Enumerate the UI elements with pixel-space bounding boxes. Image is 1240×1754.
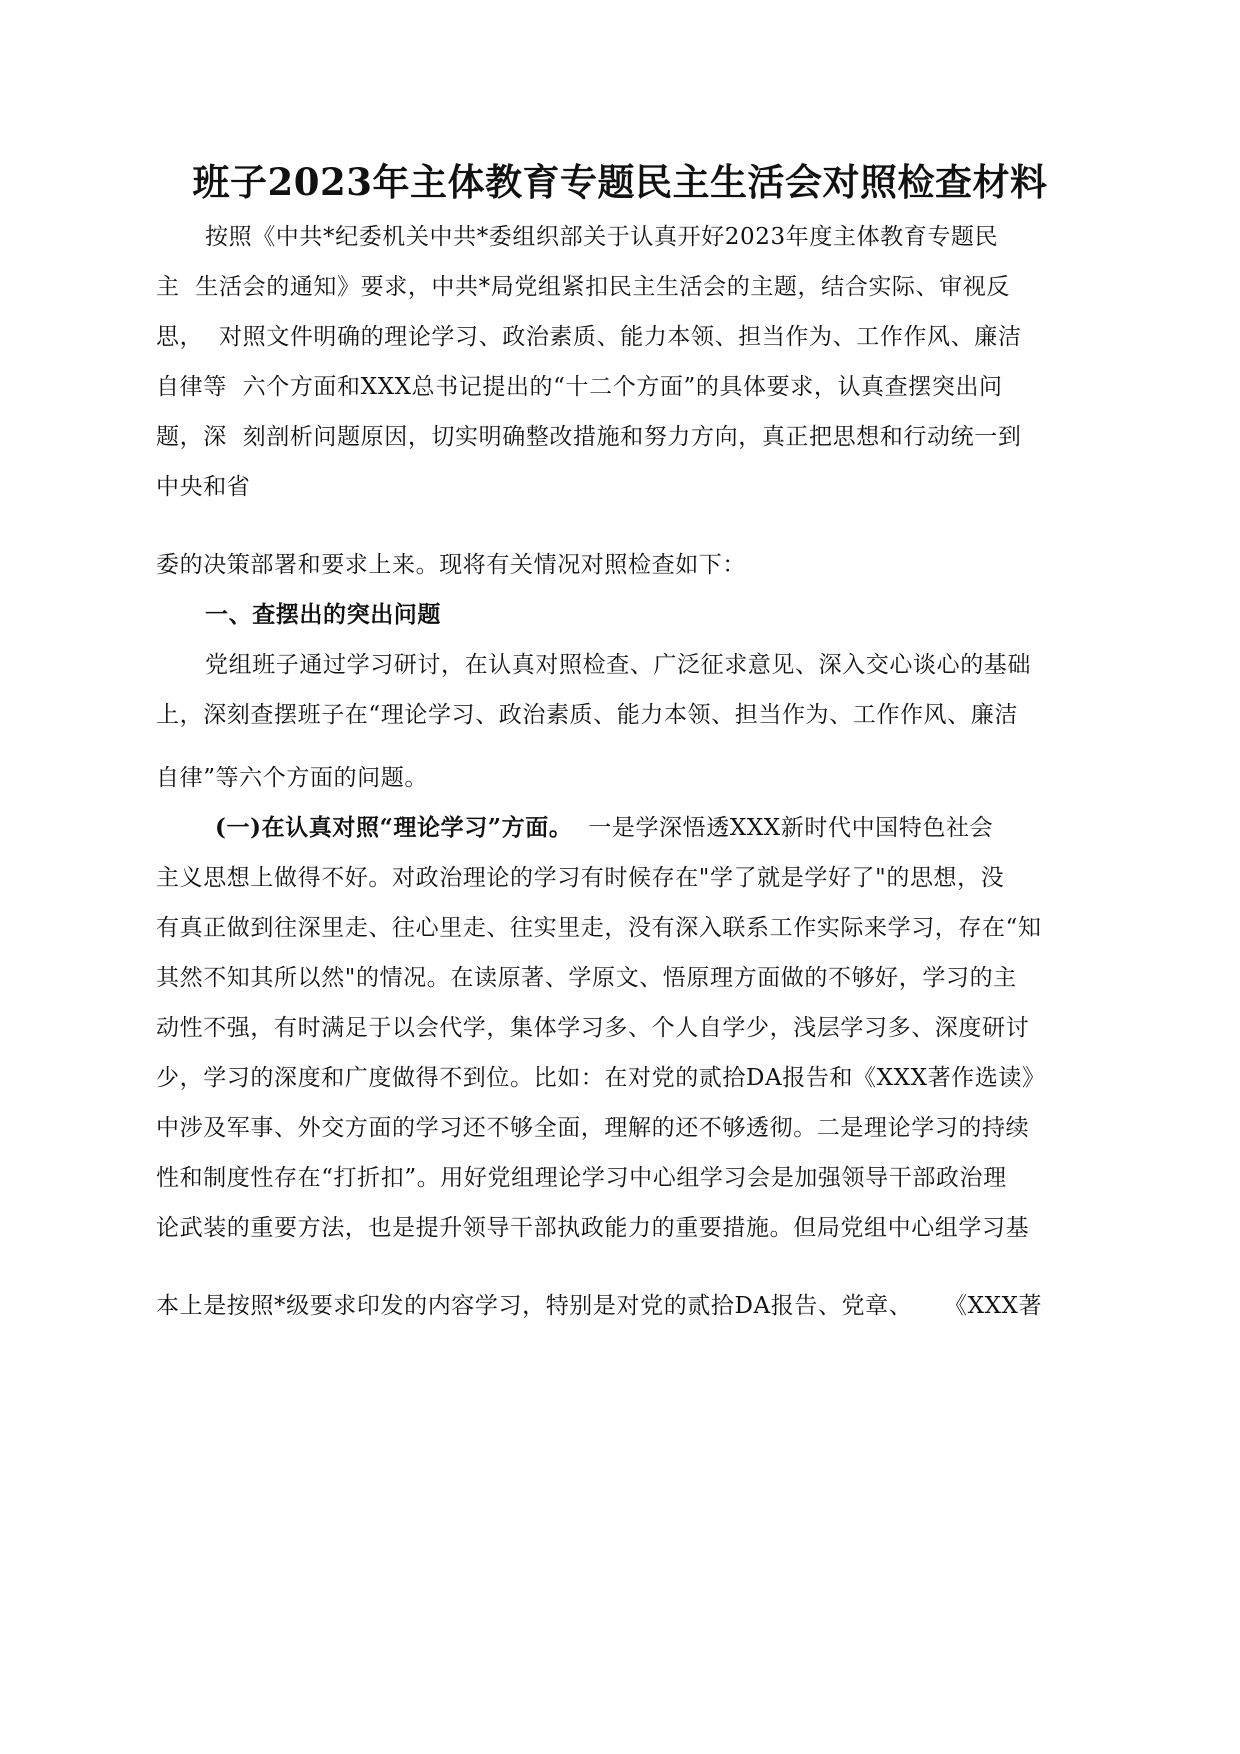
- subsection-line-9: 论武装的重要方法，也是提升领导干部执政能力的重要措施。但局党组中心组学习基: [156, 1215, 1030, 1241]
- section-line-3: 自律”等六个方面的问题。: [156, 765, 428, 791]
- intro-line-4: 自律等 六个方面和XXX总书记提出的“十二个方面”的具体要求，认真查摆突出问: [156, 374, 1003, 400]
- section-line-1: 党组班子通过学习研讨，在认真对照检查、广泛征求意见、深入交心谈心的基础: [205, 652, 1031, 678]
- intro-line-6: 中央和省: [156, 474, 251, 500]
- subsection-line-5: 动性不强，有时满足于以会代学，集体学习多、个人自学少，浅层学习多、深度研讨: [156, 1015, 1030, 1041]
- document-title: 班子2023年主体教育专题民主生活会对照检查材料: [192, 160, 1048, 204]
- intro-line-3: 思， 对照文件明确的理论学习、政治素质、能力本领、担当作为、工作作风、廉洁: [156, 324, 1022, 350]
- subsection-line-6: 少，学习的深度和广度做得不到位。比如：在对党的贰拾DA报告和《XXX著作选读》: [156, 1065, 1046, 1091]
- subsection-line-4: 其然不知其所以然"的情况。在读原著、学原文、悟原理方面做的不够好，学习的主: [156, 965, 1017, 991]
- subsection-line-7: 中涉及军事、外交方面的学习还不够全面，理解的还不够透彻。二是理论学习的持续: [156, 1115, 1030, 1141]
- subsection-line-10: 本上是按照*级要求印发的内容学习，特别是对党的贰拾DA报告、党章、 《XXX著: [156, 1293, 1043, 1319]
- subsection-heading: (一)在认真对照“理论学习”方面。: [215, 814, 573, 841]
- intro-line-7: 委的决策部署和要求上来。现将有关情况对照检查如下：: [156, 552, 746, 578]
- intro-line-5: 题，深 刻剖析问题原因，切实明确整改措施和努力方向，真正把思想和行动统一到: [156, 424, 1022, 450]
- subsection-line-8: 性和制度性存在“打折扣”。用好党组理论学习中心组学习会是加强领导干部政治理: [156, 1165, 1007, 1191]
- subsection-first-line: [215, 812, 993, 844]
- section-heading: 一、查摆出的突出问题: [205, 601, 441, 628]
- intro-line-2: 主 生活会的通知》要求，中共*局党组紧扣民主生活会的主题，结合实际、审视反: [156, 274, 1010, 300]
- section-line-2: 上，深刻查摆班子在“理论学习、政治素质、能力本领、担当作为、工作作风、廉洁: [156, 702, 1018, 728]
- subsection-line-2: 主义思想上做得不好。对政治理论的学习有时候存在"学了就是学好了"的思想，没: [156, 865, 1005, 891]
- subsection-line-3: 有真正做到往深里走、往心里走、往实里走，没有深入联系工作实际来学习，存在“知: [156, 915, 1042, 941]
- subsection-line-1: 一是学深悟透XXX新时代中国特色社会: [572, 815, 994, 841]
- intro-line-1: 按照《中共*纪委机关中共*委组织部关于认真开好2023年度主体教育专题民: [205, 224, 999, 250]
